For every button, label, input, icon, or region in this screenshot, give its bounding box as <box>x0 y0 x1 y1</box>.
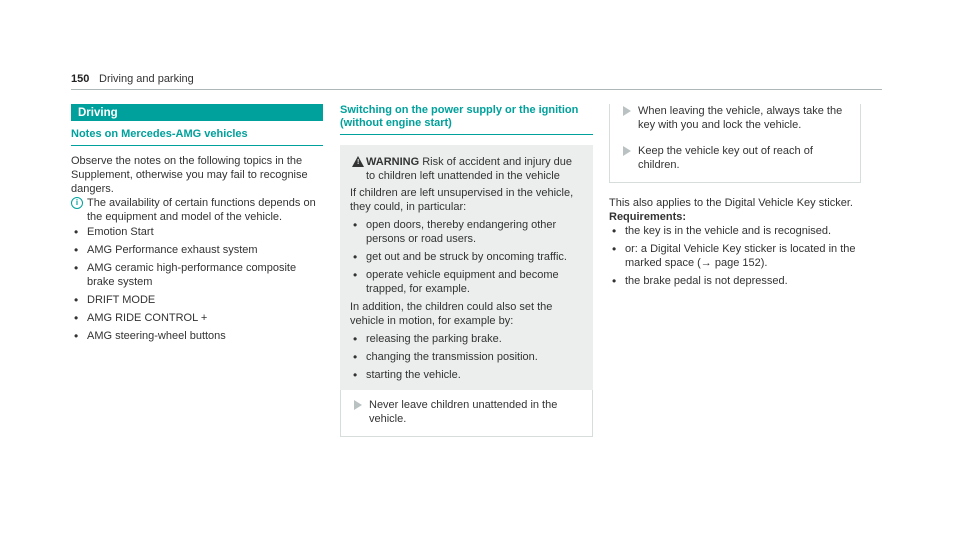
warning-title: Risk of accident and injury due to children left unattended in the vehicle <box>366 156 573 182</box>
action-text: Never leave children unattended in the vehicle. <box>369 399 558 425</box>
list-item: • Emotion Start <box>71 225 323 239</box>
note-text: The availability of certain functions depends on the equipment and model of the vehicle. <box>87 197 316 223</box>
list-item: • the brake pedal is not depressed. <box>609 274 861 288</box>
list-item: • operate vehicle equipment and become trapped, for example. <box>350 268 583 296</box>
list-item: • or: a Digital Vehicle Key sticker is located in the marked space (→ page 152). <box>609 242 861 270</box>
list-item: • the key is in the vehicle and is recognised. <box>609 224 861 238</box>
arrow-right-icon <box>623 106 631 116</box>
list-item: • AMG steering-wheel buttons <box>71 329 323 343</box>
action-step <box>620 104 850 132</box>
list-item: • AMG RIDE CONTROL + <box>71 311 323 325</box>
subheading: Notes on Mercedes-AMG vehicles <box>71 128 248 140</box>
section-title: Driving <box>71 104 323 121</box>
action-text: When leaving the vehicle, always take the key with you and lock the vehicle. <box>638 105 843 131</box>
intro-text: Observe the notes on the following topics in the Supplement, otherwise you may fail to recognise dangers. <box>71 155 308 195</box>
warning-box <box>340 145 593 390</box>
action-text: Keep the vehicle key out of reach of children. <box>638 145 813 171</box>
warning-intro-2: In addition, the children could also set the vehicle in motion, for example by: <box>350 301 553 327</box>
list-item: • AMG ceramic high-performance composite brake system <box>71 261 323 289</box>
warning-action-box <box>340 390 593 437</box>
list-item: • DRIFT MODE <box>71 293 323 307</box>
list-item: • releasing the parking brake. <box>350 332 583 346</box>
action-step <box>351 398 582 426</box>
warning-intro: If children are left unsupervised in the vehicle, they could, in particular: <box>350 187 574 213</box>
action-step <box>620 144 850 172</box>
warning-label: WARNING <box>366 156 420 168</box>
arrow-right-icon <box>623 146 631 156</box>
requirements-list <box>609 224 861 288</box>
header-rule <box>71 89 882 90</box>
list-item: • AMG Performance exhaust system <box>71 243 323 257</box>
body-text: This also applies to the Digital Vehicle Key sticker. <box>609 197 853 209</box>
running-header: Driving and parking <box>99 73 194 85</box>
warning-action-continued <box>609 104 861 183</box>
hazard-list-2 <box>350 332 583 382</box>
arrow-right-icon <box>354 400 362 410</box>
hazard-list <box>350 218 583 296</box>
subheading-rule <box>71 145 323 146</box>
list-item: • get out and be struck by oncoming traffic. <box>350 250 583 264</box>
list-item: • open doors, thereby endangering other persons or road users. <box>350 218 583 246</box>
page-number: 150 <box>71 73 90 85</box>
column-2 <box>340 104 593 437</box>
requirements-label: Requirements: <box>609 211 687 223</box>
note <box>71 196 323 224</box>
list-item: • changing the transmission position. <box>350 350 583 364</box>
list-item: • starting the vehicle. <box>350 368 583 382</box>
column-1 <box>71 104 323 343</box>
warning-header: ! WARNING Risk of accident and injury due to children left unattended in the vehicle <box>350 155 583 183</box>
topic-list <box>71 225 323 343</box>
section-heading: Switching on the power supply or the ignition (without engine start) <box>340 104 579 129</box>
column-3 <box>609 104 861 288</box>
info-note-icon: i <box>71 197 83 209</box>
heading-rule <box>340 134 593 135</box>
